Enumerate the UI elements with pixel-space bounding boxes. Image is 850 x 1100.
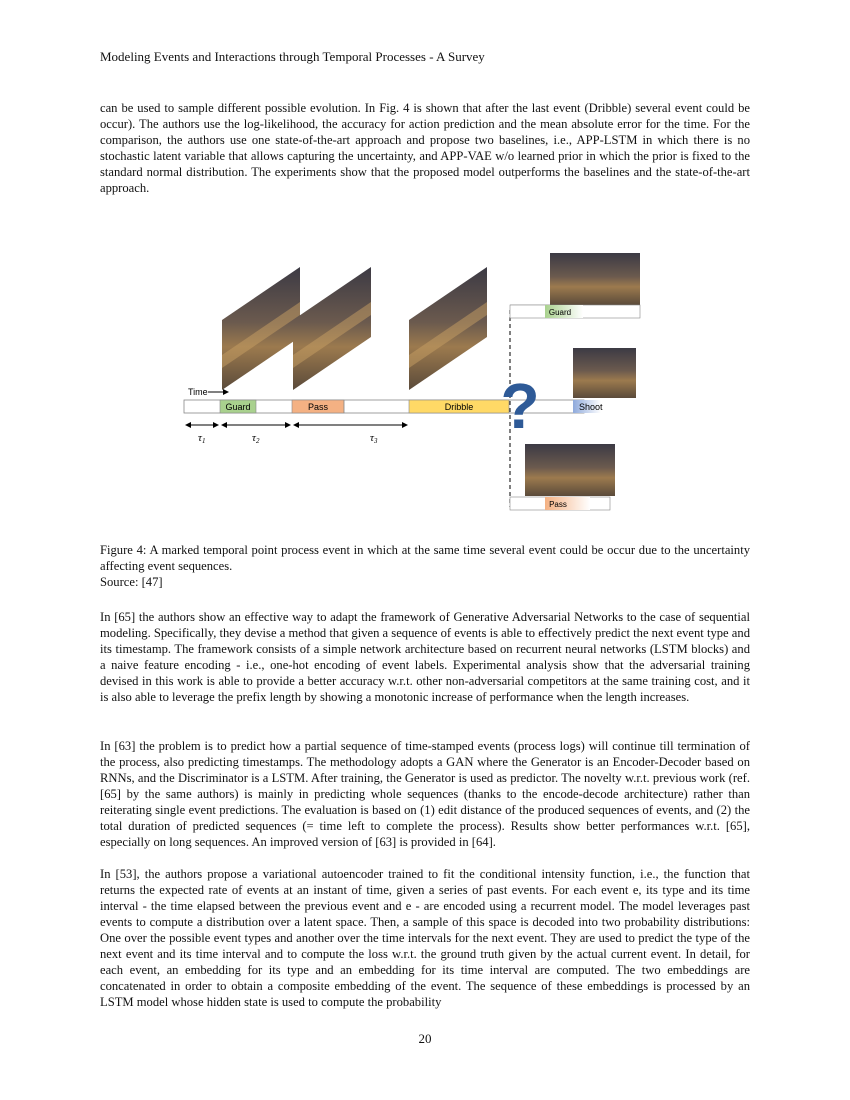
frame-branch-pass (525, 444, 615, 496)
figure-4-diagram (180, 245, 660, 525)
event-guard-label: Guard (225, 402, 251, 412)
paragraph-4: In [53], the authors propose a variational autoencoder trained to fit the conditional intensity function, i.e., the function that returns the expected rate of events at an instant of time, given a series of past events. For each event e, its type and its time interval - the time elapsed between the previous event and e - are encoded using a recurrent model. The model leverages past events to compute a distribution over a latent space. Then, a sample of this space is decoded into two probability distributions: One over the possible event types and another over the time intervals for the next event. They are used to predict the type of the next event and its time interval and to compute the loss w.r.t. the ground truth given by the actual current event. In detail, for each event, an embedding for its type and an embedding for its time interval are computed. The two embeddings are concatenated in order to obtain a composite embedding of the event. The sequence of these embeddings is processed by an LSTM model whose hidden state is used to compute the probability (100, 867, 750, 1009)
tau-3-label: τ3 (370, 432, 378, 445)
time-label: Time (188, 387, 208, 397)
paragraph-2: In [65] the authors show an effective way to adapt the framework of Generative Adversarial Networks to the case of sequential modeling. Specifically, they devise a method that given a sequence of events is able to effectively predict the next event type and its timestamp. The framework consists of a simple network architecture based on recurrent neural networks (LSTM blocks) and a naive feature encoding - i.e., one-hot encoding of event labels. Experimental analysis show that the adversarial training devised in this work is able to provide a better accuracy w.r.t. other non-adversarial competitors at the same training cost, and it is also able to leverage the prefix length by showing a monotonic increase of performance when the length increases. (100, 610, 750, 704)
caption-source: Source: [47] (100, 575, 163, 589)
frame-branch-shoot (573, 348, 636, 398)
frame-guard (222, 267, 300, 390)
event-shoot-label: Shoot (579, 402, 603, 412)
branch-pass-label: Pass (549, 500, 567, 509)
figure-caption (100, 542, 750, 590)
question-mark-icon: ? (500, 370, 540, 442)
paragraph-1: can be used to sample different possible evolution. In Fig. 4 is shown that after the last event (Dribble) several event could be occur). The authors use the log-likelihood, the accuracy for action prediction and the mean absolute error for the time. For the comparison, the authors use one state-of-the-art approach and propose two baselines, i.e., APP-LSTM in which there is no stochastic latent variable that allows capturing the uncertainty, and APP-VAE w/o learned prior in which the prior is fixed to the standard normal distribution. The experiments show that the proposed model outperforms the baselines and the state-of-the-art approach. (100, 101, 750, 195)
page-number: 20 (418, 1031, 432, 1046)
figure-4 (180, 245, 660, 525)
branch-guard-label: Guard (548, 308, 572, 317)
event-pass-label: Pass (307, 402, 329, 412)
frame-branch-guard (550, 253, 640, 305)
paragraph-3: In [63] the problem is to predict how a partial sequence of time-stamped events (process logs) will continue till termination of the process, also predicting timestamps. The methodology adopts a GAN where the Generator is an Encoder-Decoder based on RNNs, and the Discriminator is a LSTM. After training, the Generator is used as predictor. The novelty w.r.t. previous work (ref. [65] by the same authors) is mainly in predicting whole sequences (thanks to the encode-decode architecture) rather than reiterating single event predictions. The evaluation is based on (1) edit distance of the produced sequences of events, and (2) the total duration of predicted sequences (= time left to complete the process). Results show better performances w.r.t. [65], especially on long sequences. An improved version of [63] is provided in [64]. (100, 739, 750, 849)
frame-pass (293, 267, 371, 390)
frame-dribble (409, 267, 487, 390)
event-dribble-label: Dribble (444, 402, 474, 412)
tau-2-label: τ2 (252, 432, 260, 445)
caption-text: Figure 4: A marked temporal point process event in which at the same time several event could be occur due to the uncertainty affecting event sequences. (100, 543, 750, 573)
tau-1-label: τ1 (198, 432, 206, 445)
running-header: Modeling Events and Interactions through Temporal Processes - A Survey (100, 49, 485, 64)
